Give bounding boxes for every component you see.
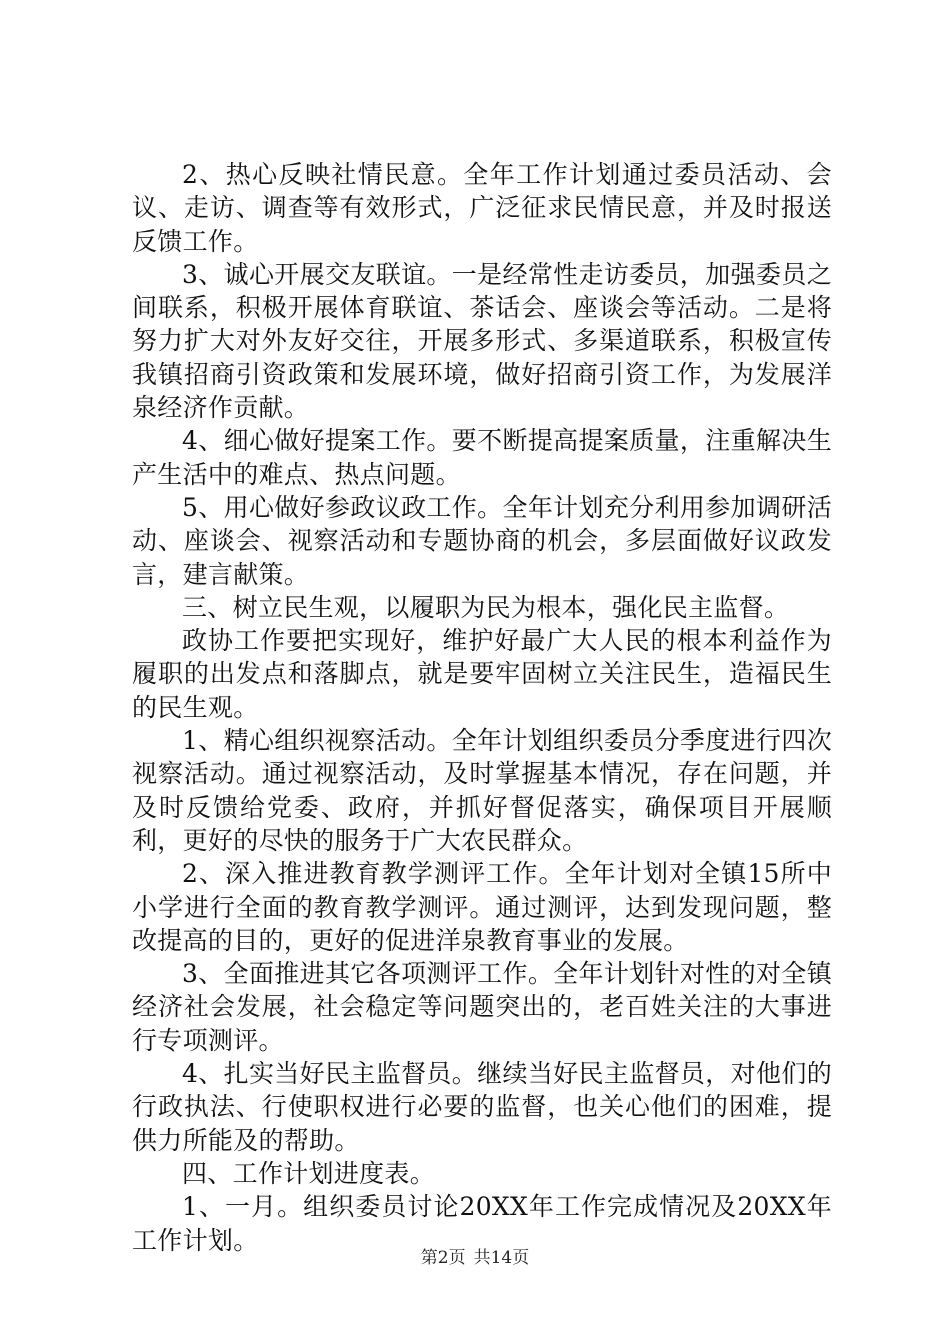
paragraph: 5、用心做好参政议政工作。全年计划充分利用参加调研活动、座谈会、视察活动和专题协商的机会，多层面做好议政发言，建言献策。 xyxy=(132,492,832,589)
page-number: 第2页 xyxy=(420,1248,466,1268)
page-footer xyxy=(0,1243,950,1268)
paragraph: 2、热心反映社情民意。全年工作计划通过委员活动、会议、走访、调查等有效形式，广泛征求民情民意，并及时报送反馈工作。 xyxy=(132,160,832,256)
paragraph: 1、精心组织视察活动。全年计划组织委员分季度进行四次视察活动。通过视察活动，及时掌握基本情况，存在问题，并及时反馈给党委、政府，并抓好督促落实，确保项目开展顺利，更好的尽快的服务于广大农民群众。 xyxy=(132,726,832,855)
paragraph: 政协工作要把实现好，维护好最广大人民的根本利益作为履职的出发点和落脚点，就是要牢固树立关注民生，造福民生的民生观。 xyxy=(132,626,832,722)
document-body xyxy=(132,158,832,1257)
page-total: 共14页 xyxy=(473,1248,530,1268)
paragraph: 1、一月。组织委员讨论20XX年工作完成情况及20XX年工作计划。 xyxy=(132,1192,832,1255)
section-heading: 四、工作计划进度表。 xyxy=(182,1158,436,1188)
section-heading: 三、树立民生观，以履职为民为根本，强化民主监督。 xyxy=(182,592,790,622)
paragraph: 3、诚心开展交友联谊。一是经常性走访委员，加强委员之间联系，积极开展体育联谊、茶话会、座谈会等活动。二是将努力扩大对外友好交往，开展多形式、多渠道联系，积极宣传我镇招商引资政策和发展环境，做好招商引资工作，为发展洋泉经济作贡献。 xyxy=(132,259,832,423)
paragraph: 2、深入推进教育教学测评工作。全年计划对全镇15所中小学进行全面的教育教学测评。通过测评，达到发现问题，整改提高的目的，更好的促进洋泉教育事业的发展。 xyxy=(132,859,832,955)
paragraph: 4、扎实当好民主监督员。继续当好民主监督员，对他们的行政执法、行使职权进行必要的监督，也关心他们的困难，提供力所能及的帮助。 xyxy=(132,1059,832,1155)
paragraph: 4、细心做好提案工作。要不断提高提案质量，注重解决生产生活中的难点、热点问题。 xyxy=(132,426,832,489)
paragraph: 3、全面推进其它各项测评工作。全年计划针对性的对全镇经济社会发展，社会稳定等问题突出的，老百姓关注的大事进行专项测评。 xyxy=(132,959,832,1055)
